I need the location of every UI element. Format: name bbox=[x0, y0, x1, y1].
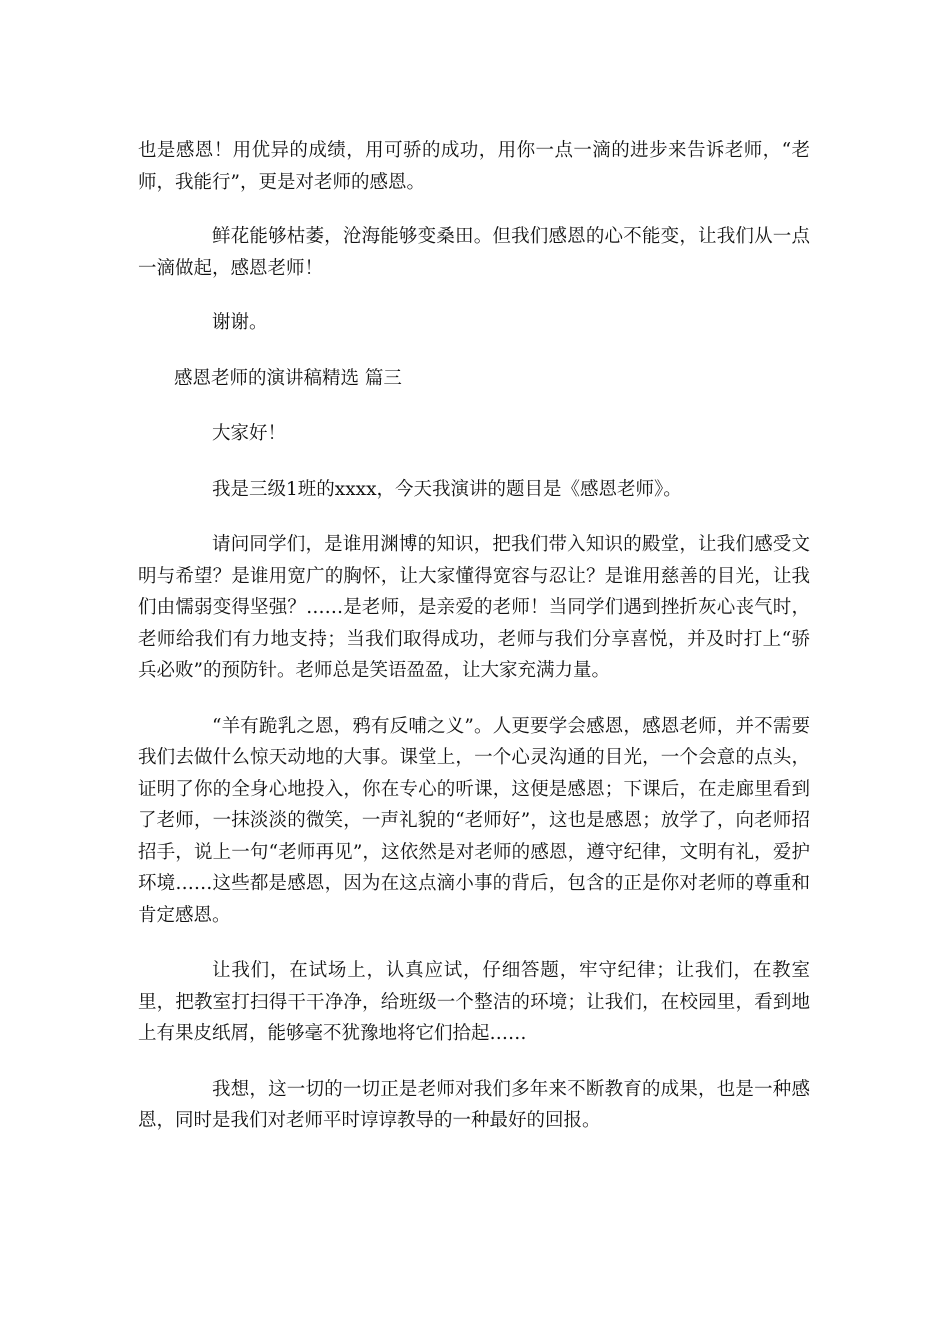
document-body bbox=[138, 135, 810, 1137]
paragraph-greeting: 大家好！ bbox=[212, 423, 287, 444]
paragraph-2: 鲜花能够枯萎，沧海能够变桑田。但我们感恩的心不能变，让我们从一点一滴做起，感恩老师！ bbox=[138, 226, 810, 279]
paragraph-9: 我想，这一切的一切正是老师对我们多年来不断教育的成果，也是一种感恩，同时是我们对老师平时谆谆教导的一种最好的回报。 bbox=[138, 1078, 810, 1131]
paragraph-7: “羊有跪乳之恩，鸦有反哺之义”。人更要学会感恩，感恩老师，并不需要我们去做什么惊天动地的大事。课堂上，一个心灵沟通的目光，一个会意的点头，证明了你的全身心地投入，你在专心的听课，这便是感恩；下课后，在走廊里看到了老师，一抹淡淡的微笑，一声礼貌的“老师好”，这也是感恩；放学了，向老师招招手，说上一句“老师再见”，这依然是对老师的感恩，遵守纪律，文明有礼，爱护环境……这些都是感恩，因为在这点滴小事的背后，包含的正是你对老师的尊重和肯定感恩。 bbox=[138, 715, 810, 926]
paragraph-3: 谢谢。 bbox=[212, 312, 268, 333]
paragraph-8: 让我们，在试场上，认真应试，仔细答题，牢守纪律；让我们，在教室里，把教室打扫得干干净净，给班级一个整洁的环境；让我们，在校园里，看到地上有果皮纸屑，能够毫不犹豫地将它们拾起…… bbox=[138, 960, 810, 1044]
paragraph-1: 也是感恩！用优异的成绩，用可骄的成功，用你一点一滴的进步来告诉老师，“老师，我能行”，更是对老师的感恩。 bbox=[138, 140, 810, 193]
paragraph-intro: 我是三级1班的xxxx，今天我演讲的题目是《感恩老师》。 bbox=[212, 478, 682, 500]
paragraph-6: 请问同学们，是谁用渊博的知识，把我们带入知识的殿堂，让我们感受文明与希望？是谁用宽广的胸怀，让大家懂得宽容与忍让？是谁用慈善的目光，让我们由懦弱变得坚强？……是老师，是亲爱的老师！当同学们遇到挫折灰心丧气时，老师给我们有力地支持；当我们取得成功，老师与我们分享喜悦，并及时打上“骄兵必败”的预防针。老师总是笑语盈盈，让大家充满力量。 bbox=[138, 534, 810, 681]
section-title: 感恩老师的演讲稿精选 篇三 bbox=[174, 367, 402, 389]
